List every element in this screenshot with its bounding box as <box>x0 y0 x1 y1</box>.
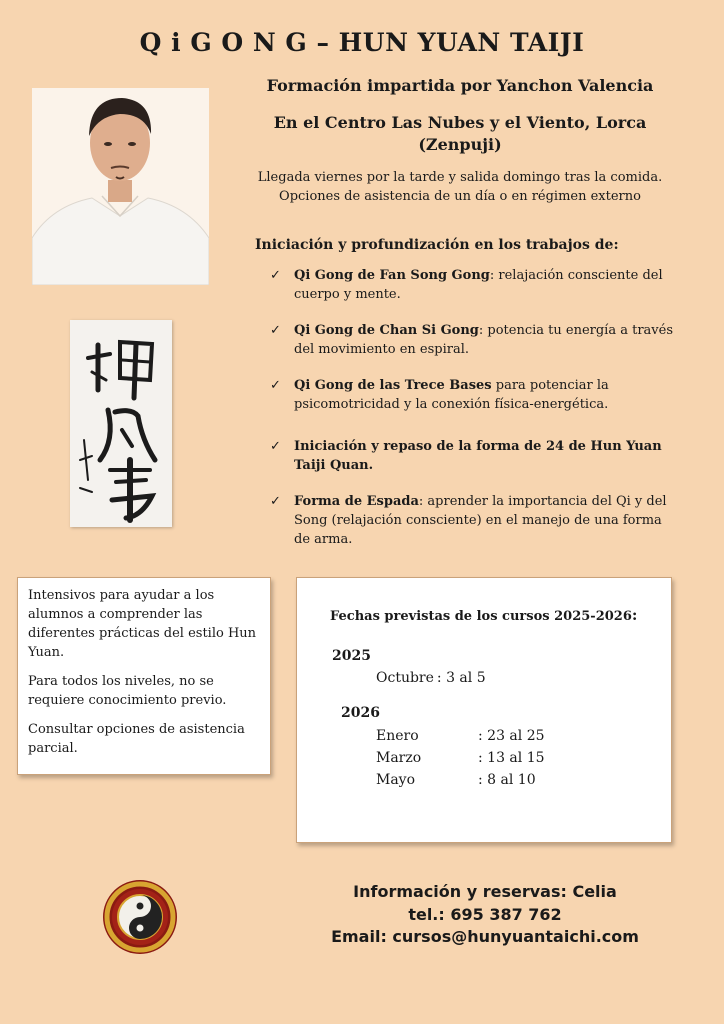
section-heading: Iniciación y profundización en los trabajos de: <box>255 237 619 253</box>
contact-phone: tel.: 695 387 762 <box>408 905 562 924</box>
topic-name: Iniciación y repaso de la forma de 24 de Hun Yuan Taiji Quan. <box>294 439 662 473</box>
month-name: Enero <box>376 728 419 744</box>
month-dates: : 3 al 5 <box>436 670 486 686</box>
yin-yang-logo-icon <box>102 879 178 955</box>
list-item <box>270 376 680 414</box>
calligraphy-scroll <box>70 320 172 527</box>
check-icon: ✓ <box>270 494 281 509</box>
arrival-line-2: Opciones de asistencia de un día o en régimen externo <box>279 189 641 204</box>
arrival-line-1: Llegada viernes por la tarde y salida domingo tras la comida. <box>257 170 663 185</box>
list-item <box>270 437 680 475</box>
list-item <box>270 266 680 304</box>
topic-name: Qi Gong de Fan Song Gong <box>294 268 490 283</box>
year-2025: 2025 <box>332 648 371 664</box>
dates-title-colon: : <box>631 606 638 624</box>
month-name: Marzo <box>376 750 422 766</box>
topic-name: Qi Gong de Chan Si Gong <box>294 323 479 338</box>
page-title: Q i G O N G – HUN YUAN TAIJI <box>139 28 585 57</box>
date-row-january <box>376 726 545 746</box>
venue-block <box>230 112 690 156</box>
list-item <box>270 492 680 549</box>
course-info-box <box>17 577 271 775</box>
month-dates: : 13 al 15 <box>478 750 545 766</box>
check-icon: ✓ <box>270 439 281 454</box>
topic-name: Forma de Espada <box>294 494 419 509</box>
check-icon: ✓ <box>270 323 281 338</box>
venue-sub: (Zenpuji) <box>418 135 502 154</box>
topic-desc: : relajación consciente del cuerpo y mente. <box>294 268 663 302</box>
date-row-october <box>376 668 486 688</box>
month-name: Octubre <box>376 670 434 686</box>
contact-email: Email: cursos@hunyuantaichi.com <box>331 927 639 946</box>
info-paragraph-2: Para todos los niveles, no se requiere conocimiento previo. <box>28 674 227 708</box>
info-paragraph-1: Intensivos para ayudar a los alumnos a comprender las diferentes prácticas del estilo Hun Yuan. <box>28 588 257 660</box>
arrival-info <box>240 168 680 206</box>
info-paragraph-3: Consultar opciones de asistencia parcial. <box>28 722 245 756</box>
month-name: Mayo <box>376 772 416 788</box>
topic-list <box>270 266 680 549</box>
topic-desc: : aprender la importancia del Qi y del Song (relajación consciente) en el manejo de una forma de arma. <box>294 494 667 547</box>
month-dates: : 23 al 25 <box>478 728 545 744</box>
month-dates: : 8 al 10 <box>478 772 536 788</box>
calligraphy-illustration <box>70 320 172 527</box>
trainer-line: Formación impartida por Yanchon Valencia <box>266 76 654 95</box>
date-row-may <box>376 770 536 790</box>
year-2026: 2026 <box>341 705 380 721</box>
dates-title-text: Fechas previstas de los cursos 2025-2026 <box>330 609 632 624</box>
course-dates-box <box>296 577 672 843</box>
topic-desc: para potenciar la psicomotricidad y la conexión física-energética. <box>294 378 609 412</box>
venue-line: En el Centro Las Nubes y el Viento, Lorca <box>273 113 647 132</box>
check-icon: ✓ <box>270 268 281 283</box>
topic-name: Qi Gong de las Trece Bases <box>294 378 492 393</box>
dates-title <box>330 606 637 624</box>
list-item <box>270 321 680 359</box>
instructor-portrait-illustration <box>32 88 209 285</box>
contact-name: Información y reservas: Celia <box>353 882 617 901</box>
check-icon: ✓ <box>270 378 281 393</box>
instructor-photo <box>32 88 209 285</box>
topic-desc: : potencia tu energía a través del movimiento en espiral. <box>294 323 674 357</box>
date-row-march <box>376 748 545 768</box>
